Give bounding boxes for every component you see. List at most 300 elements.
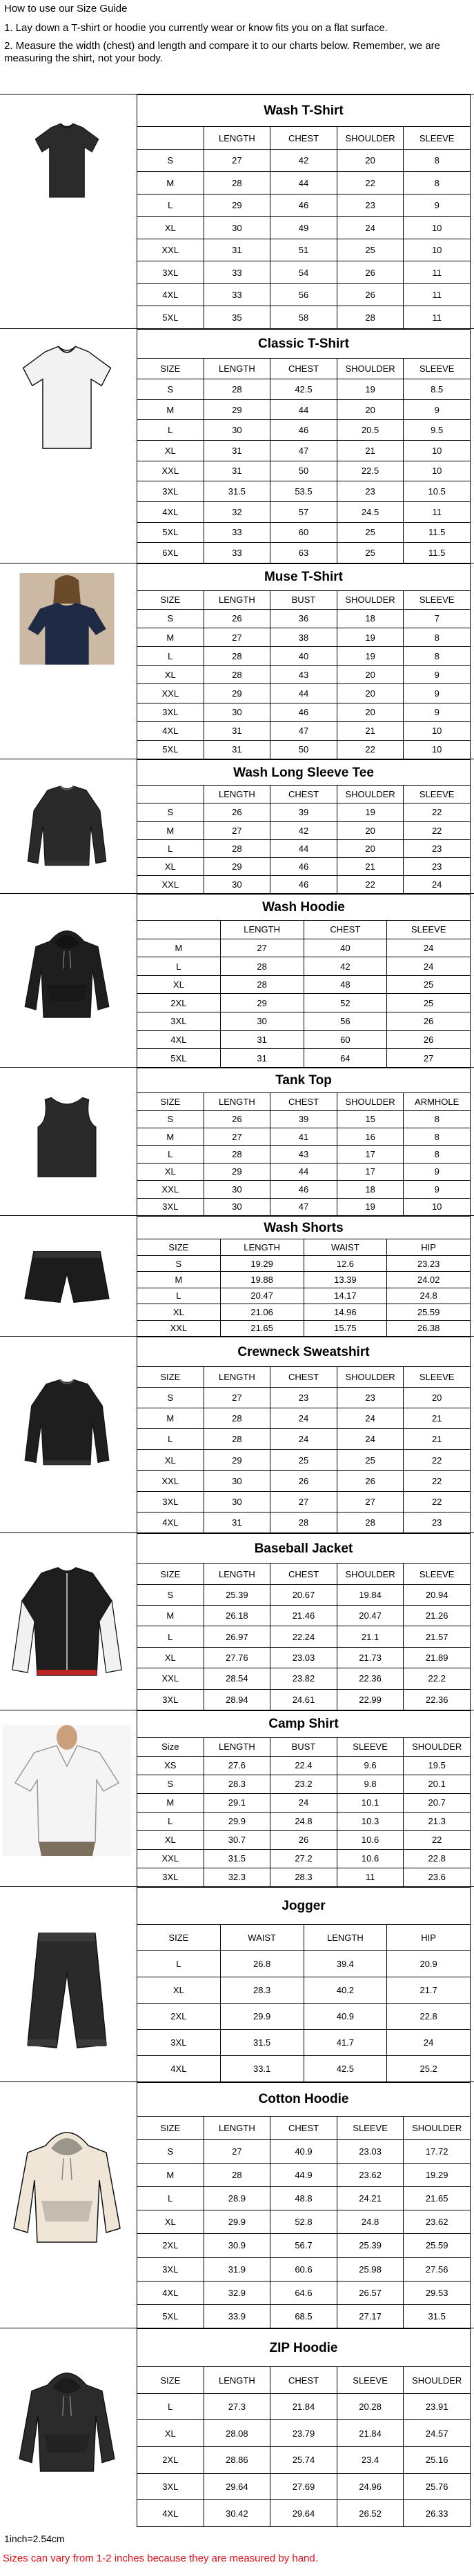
table-cell: 25 — [387, 975, 471, 994]
table-cell: 31.9 — [204, 2257, 270, 2281]
column-header: LENGTH — [204, 1093, 270, 1110]
column-header — [137, 786, 204, 803]
table-cell: 22 — [337, 172, 404, 194]
table-cell: 28 — [204, 666, 270, 684]
table-cell: 48.8 — [270, 2187, 337, 2210]
table-cell: 19 — [337, 379, 404, 400]
table-cell: 28.54 — [204, 1668, 270, 1689]
table-cell: 53.5 — [270, 481, 337, 502]
table-cell: M — [137, 1272, 221, 1288]
table-cell: M — [137, 172, 204, 194]
column-header: SHOULDER — [337, 1367, 404, 1388]
table-header-row — [137, 2367, 471, 2394]
column-header: SIZE — [137, 1564, 204, 1584]
table-cell: 9 — [404, 194, 471, 217]
table-cell: 3XL — [137, 1868, 204, 1886]
column-header: CHEST — [270, 786, 337, 803]
black-hoodie-icon — [3, 925, 131, 1028]
column-header: LENGTH — [204, 1737, 270, 1756]
column-header: LENGTH — [204, 2367, 270, 2394]
table-cell: 28 — [337, 1512, 404, 1532]
table-cell: 27 — [204, 1128, 270, 1146]
size-table — [137, 1216, 471, 1337]
table-cell: 9 — [404, 703, 471, 721]
column-header: SIZE — [137, 2116, 204, 2139]
table-cell: 26.8 — [220, 1951, 304, 1977]
column-header: SIZE — [137, 359, 204, 379]
table-cell: 40.9 — [270, 2139, 337, 2163]
table-cell: XL — [137, 1830, 204, 1849]
table-cell: 23.2 — [270, 1775, 337, 1793]
table-cell: 19.29 — [220, 1255, 304, 1271]
table-cell: 12.6 — [304, 1255, 387, 1271]
column-header: SIZE — [137, 590, 204, 609]
table-cell: 44 — [270, 172, 337, 194]
column-header: LENGTH — [204, 359, 270, 379]
table-cell: 21 — [337, 857, 404, 875]
column-header: CHEST — [270, 1093, 337, 1110]
table-cell: L — [137, 1288, 221, 1304]
table-cell: 22 — [337, 740, 404, 759]
table-cell: 10 — [404, 740, 471, 759]
jogger-pants-icon — [3, 1925, 131, 2056]
table-row — [137, 857, 471, 875]
table-cell: 29 — [204, 857, 270, 875]
table-cell: 23.62 — [404, 2210, 471, 2234]
table-cell: M — [137, 1606, 204, 1626]
table-cell: 8 — [404, 1128, 471, 1146]
table-cell: 29 — [204, 1450, 270, 1470]
table-cell: 20 — [337, 149, 404, 172]
table-cell: XL — [137, 2210, 204, 2234]
table-cell: 20.1 — [404, 1775, 471, 1793]
column-header: LENGTH — [204, 2116, 270, 2139]
table-cell: 40 — [270, 647, 337, 666]
table-row — [137, 399, 471, 420]
column-header: SLEEVE — [387, 921, 471, 939]
table-cell: S — [137, 803, 204, 821]
table-cell: 26 — [337, 261, 404, 284]
table-cell: 24.57 — [404, 2420, 471, 2447]
table-cell: 24 — [270, 1408, 337, 1429]
table-cell: 25 — [387, 994, 471, 1012]
table-cell: 3XL — [137, 2257, 204, 2281]
table-row — [137, 1408, 471, 1429]
table-row — [137, 839, 471, 857]
table-cell: XXL — [137, 1849, 204, 1868]
table-cell: 21.06 — [220, 1304, 304, 1320]
table-cell: 27 — [337, 1491, 404, 1512]
table-cell: 26 — [337, 1470, 404, 1491]
table-cell: 22 — [404, 1491, 471, 1512]
table-cell: 42.5 — [270, 379, 337, 400]
table-cell: 9.6 — [337, 1756, 404, 1775]
column-header — [137, 127, 204, 150]
table-cell: 25.76 — [404, 2473, 471, 2500]
table-cell: M — [137, 399, 204, 420]
size-section-camp-shirt — [0, 1710, 474, 1887]
table-cell: 27 — [387, 1049, 471, 1068]
table-cell: 24.02 — [387, 1272, 471, 1288]
table-row — [137, 1647, 471, 1668]
table-cell: 28 — [220, 975, 304, 994]
column-header: LENGTH — [204, 127, 270, 150]
table-cell: 21 — [337, 441, 404, 461]
table-row — [137, 740, 471, 759]
table-row — [137, 283, 471, 306]
table-cell: 19.84 — [337, 1584, 404, 1605]
column-header: SHOULDER — [404, 2367, 471, 2394]
table-cell: 41 — [270, 1128, 337, 1146]
table-cell: 10.6 — [337, 1849, 404, 1868]
table-row — [137, 666, 471, 684]
table-cell: 31 — [220, 1049, 304, 1068]
table-cell: 50 — [270, 740, 337, 759]
table-cell: 33 — [204, 543, 270, 563]
table-cell: 26 — [387, 1012, 471, 1031]
table-cell: 64.6 — [270, 2281, 337, 2304]
table-cell: XXL — [137, 1470, 204, 1491]
table-cell: 25.2 — [387, 2055, 471, 2081]
table-row — [137, 2393, 471, 2420]
table-cell: 49 — [270, 217, 337, 239]
table-row — [137, 2281, 471, 2304]
table-cell: 22.4 — [270, 1756, 337, 1775]
size-section-crewneck-sweatshirt — [0, 1336, 474, 1533]
column-header: SLEEVE — [404, 590, 471, 609]
table-cell: 9 — [404, 1181, 471, 1198]
table-cell: 56 — [304, 1012, 387, 1031]
size-section-muse-t-shirt — [0, 563, 474, 759]
column-header: LENGTH — [304, 1925, 387, 1951]
column-header: BUST — [270, 590, 337, 609]
section-title: Wash Long Sleeve Tee — [137, 760, 471, 786]
table-cell: 7 — [404, 609, 471, 628]
table-cell: 31 — [204, 721, 270, 740]
size-section-jogger — [0, 1886, 474, 2082]
table-cell: 31.5 — [204, 481, 270, 502]
table-cell: 21.46 — [270, 1606, 337, 1626]
table-cell: 10 — [404, 441, 471, 461]
table-cell: 8 — [404, 1110, 471, 1128]
table-cell: 20 — [404, 1388, 471, 1408]
table-cell: 3XL — [137, 1689, 204, 1710]
table-row — [137, 1146, 471, 1163]
table-cell: 4XL — [137, 501, 204, 522]
column-header: SHOULDER — [404, 2116, 471, 2139]
table-row — [137, 522, 471, 543]
table-cell: 9 — [404, 666, 471, 684]
column-header: CHEST — [270, 2116, 337, 2139]
table-cell: XXL — [137, 875, 204, 893]
table-cell: 29 — [204, 194, 270, 217]
table-cell: 20 — [337, 399, 404, 420]
size-table — [137, 759, 471, 894]
table-cell: 26 — [387, 1030, 471, 1049]
table-cell: 46 — [270, 857, 337, 875]
table-cell: 31 — [204, 239, 270, 261]
table-cell: 47 — [270, 441, 337, 461]
table-cell: 26 — [204, 1110, 270, 1128]
table-cell: 24.8 — [270, 1812, 337, 1830]
sweatshirt-icon — [3, 1373, 131, 1477]
table-row — [137, 1689, 471, 1710]
table-cell: 22.2 — [404, 1668, 471, 1689]
table-cell: 44 — [270, 399, 337, 420]
long-sleeve-tee-icon — [3, 780, 131, 877]
table-cell: 32 — [204, 501, 270, 522]
table-cell: 10 — [404, 217, 471, 239]
instruction-step-1: 1. Lay down a T-shirt or hoodie you currently wear or know fits you on a flat surface. — [4, 22, 388, 34]
table-row — [137, 994, 471, 1012]
column-header: LENGTH — [204, 590, 270, 609]
table-cell: XXL — [137, 684, 204, 703]
table-cell: 25.39 — [337, 2234, 404, 2257]
table-header-row — [137, 359, 471, 379]
table-row — [137, 1849, 471, 1868]
table-row — [137, 2210, 471, 2234]
table-cell: 40.9 — [304, 2004, 387, 2030]
size-table — [137, 2082, 471, 2328]
size-table — [137, 894, 471, 1068]
table-cell: 30.42 — [204, 2500, 270, 2527]
table-cell: L — [137, 957, 221, 976]
table-cell: 60 — [270, 522, 337, 543]
navy-tshirt-model-icon — [3, 573, 131, 670]
table-cell: 25 — [270, 1450, 337, 1470]
size-section-wash-hoodie — [0, 893, 474, 1068]
table-cell: 24 — [337, 217, 404, 239]
table-row — [137, 1272, 471, 1288]
table-cell: 52.8 — [270, 2210, 337, 2234]
table-cell: 54 — [270, 261, 337, 284]
size-table — [137, 329, 471, 563]
table-cell: L — [137, 647, 204, 666]
table-cell: 36 — [270, 609, 337, 628]
table-cell: 13.39 — [304, 1272, 387, 1288]
table-row — [137, 1049, 471, 1068]
table-cell: 68.5 — [270, 2304, 337, 2328]
table-cell: 35 — [204, 306, 270, 329]
table-cell: 27 — [270, 1491, 337, 1512]
table-cell: 31.5 — [220, 2030, 304, 2056]
table-row — [137, 306, 471, 329]
column-header: Size — [137, 1737, 204, 1756]
table-row — [137, 1012, 471, 1031]
table-cell: 20.7 — [404, 1793, 471, 1812]
table-cell: 33 — [204, 522, 270, 543]
table-cell: 20.47 — [220, 1288, 304, 1304]
table-cell: 4XL — [137, 283, 204, 306]
table-cell: L — [137, 420, 204, 441]
table-cell: XL — [137, 2420, 204, 2447]
table-cell: XL — [137, 666, 204, 684]
table-cell: 24 — [337, 1429, 404, 1450]
table-cell: L — [137, 194, 204, 217]
guide-title: How to use our Size Guide — [4, 3, 128, 14]
table-cell: 8.5 — [404, 379, 471, 400]
table-cell: XXL — [137, 461, 204, 481]
table-cell: 28 — [337, 306, 404, 329]
table-cell: 56.7 — [270, 2234, 337, 2257]
column-header: SLEEVE — [404, 127, 471, 150]
table-row — [137, 1584, 471, 1605]
table-cell: 27.69 — [270, 2473, 337, 2500]
table-cell: 20.9 — [387, 1951, 471, 1977]
table-cell: 21.7 — [387, 1977, 471, 2004]
table-row — [137, 2164, 471, 2187]
table-cell: 31 — [204, 1512, 270, 1532]
table-cell: 23.79 — [270, 2420, 337, 2447]
table-cell: 31.5 — [204, 1849, 270, 1868]
table-cell: 26 — [270, 1830, 337, 1849]
table-cell: 22.5 — [337, 461, 404, 481]
table-cell: 27 — [204, 149, 270, 172]
table-cell: 10 — [404, 239, 471, 261]
table-cell: 30 — [204, 703, 270, 721]
table-cell: 30.7 — [204, 1830, 270, 1849]
column-header: SIZE — [137, 1925, 221, 1951]
table-cell: 28.94 — [204, 1689, 270, 1710]
table-row — [137, 1388, 471, 1408]
column-header: SHOULDER — [337, 1564, 404, 1584]
table-cell: 31.5 — [404, 2304, 471, 2328]
table-cell: 22 — [404, 803, 471, 821]
section-title: ZIP Hoodie — [137, 2329, 471, 2367]
table-cell: M — [137, 2164, 204, 2187]
table-cell: 19.29 — [404, 2164, 471, 2187]
table-cell: 32.9 — [204, 2281, 270, 2304]
table-row — [137, 1756, 471, 1775]
column-header: SHOULDER — [337, 1093, 404, 1110]
table-cell: 5XL — [137, 522, 204, 543]
table-header-row — [137, 1925, 471, 1951]
table-cell: 25.16 — [404, 2447, 471, 2474]
table-cell: 52 — [304, 994, 387, 1012]
table-cell: 28 — [204, 647, 270, 666]
table-cell: 44 — [270, 684, 337, 703]
table-cell: 19 — [337, 628, 404, 647]
table-cell: 20 — [337, 821, 404, 839]
section-title: Classic T-Shirt — [137, 330, 471, 359]
table-cell: 23 — [337, 194, 404, 217]
table-cell: 18 — [337, 609, 404, 628]
table-cell: M — [137, 1128, 204, 1146]
table-cell: 25.59 — [404, 2234, 471, 2257]
table-cell: 11.5 — [404, 522, 471, 543]
table-cell: 30 — [204, 217, 270, 239]
table-row — [137, 1668, 471, 1689]
table-cell: 22 — [404, 1470, 471, 1491]
table-row — [137, 939, 471, 957]
table-row — [137, 1198, 471, 1215]
table-cell: 41.7 — [304, 2030, 387, 2056]
table-row — [137, 1812, 471, 1830]
table-cell: 26.52 — [337, 2500, 404, 2527]
table-cell: 6XL — [137, 543, 204, 563]
table-cell: 28 — [204, 172, 270, 194]
table-cell: 23 — [337, 1388, 404, 1408]
table-cell: 25.39 — [204, 1584, 270, 1605]
size-table — [137, 1710, 471, 1887]
table-cell: 27.76 — [204, 1647, 270, 1668]
table-cell: 40 — [304, 939, 387, 957]
size-table — [137, 563, 471, 759]
table-cell: XL — [137, 1977, 221, 2004]
table-cell: XL — [137, 857, 204, 875]
column-header: SIZE — [137, 1093, 204, 1110]
table-cell: 58 — [270, 306, 337, 329]
table-cell: 21 — [404, 1408, 471, 1429]
table-row — [137, 172, 471, 194]
table-cell: 3XL — [137, 261, 204, 284]
table-cell: 9 — [404, 684, 471, 703]
table-cell: 30 — [204, 1181, 270, 1198]
column-header: SLEEVE — [337, 2116, 404, 2139]
table-header-row — [137, 1093, 471, 1110]
table-row — [137, 1450, 471, 1470]
table-cell: 31 — [204, 461, 270, 481]
column-header: HIP — [387, 1925, 471, 1951]
table-cell: 20.5 — [337, 420, 404, 441]
table-cell: 44 — [270, 839, 337, 857]
table-cell: XXL — [137, 1320, 221, 1336]
table-row — [137, 239, 471, 261]
size-section-baseball-jacket — [0, 1532, 474, 1710]
table-cell: 4XL — [137, 2281, 204, 2304]
table-cell: 27 — [204, 1388, 270, 1408]
intro — [4, 3, 470, 63]
table-cell: 28 — [204, 2164, 270, 2187]
table-cell: L — [137, 1626, 204, 1647]
column-header: SLEEVE — [337, 1737, 404, 1756]
table-row — [137, 2447, 471, 2474]
table-cell: 30 — [204, 875, 270, 893]
table-cell: 57 — [270, 501, 337, 522]
table-cell: 2XL — [137, 994, 221, 1012]
table-row — [137, 194, 471, 217]
size-table — [137, 1533, 471, 1710]
table-cell: 17.72 — [404, 2139, 471, 2163]
section-title: Baseball Jacket — [137, 1534, 471, 1564]
table-cell: 27.3 — [204, 2393, 270, 2420]
table-cell: 27 — [204, 821, 270, 839]
table-cell: 21.65 — [404, 2187, 471, 2210]
table-cell: 27 — [204, 628, 270, 647]
table-cell: 21.26 — [404, 1606, 471, 1626]
table-cell: 8 — [404, 628, 471, 647]
table-cell: L — [137, 2393, 204, 2420]
column-header: SLEEVE — [404, 1564, 471, 1584]
table-header-row — [137, 1239, 471, 1255]
table-cell: 20 — [337, 839, 404, 857]
table-cell: 46 — [270, 875, 337, 893]
table-row — [137, 2304, 471, 2328]
table-row — [137, 1304, 471, 1320]
table-cell: 63 — [270, 543, 337, 563]
table-cell: 22 — [404, 1830, 471, 1849]
table-cell: 3XL — [137, 1012, 221, 1031]
table-row — [137, 1830, 471, 1849]
table-row — [137, 875, 471, 893]
table-cell: 23.23 — [387, 1255, 471, 1271]
column-header: CHEST — [270, 1564, 337, 1584]
table-row — [137, 1288, 471, 1304]
table-row — [137, 721, 471, 740]
table-cell: 26.38 — [387, 1320, 471, 1336]
column-header: SLEEVE — [404, 359, 471, 379]
cream-hoodie-icon — [3, 2125, 131, 2256]
